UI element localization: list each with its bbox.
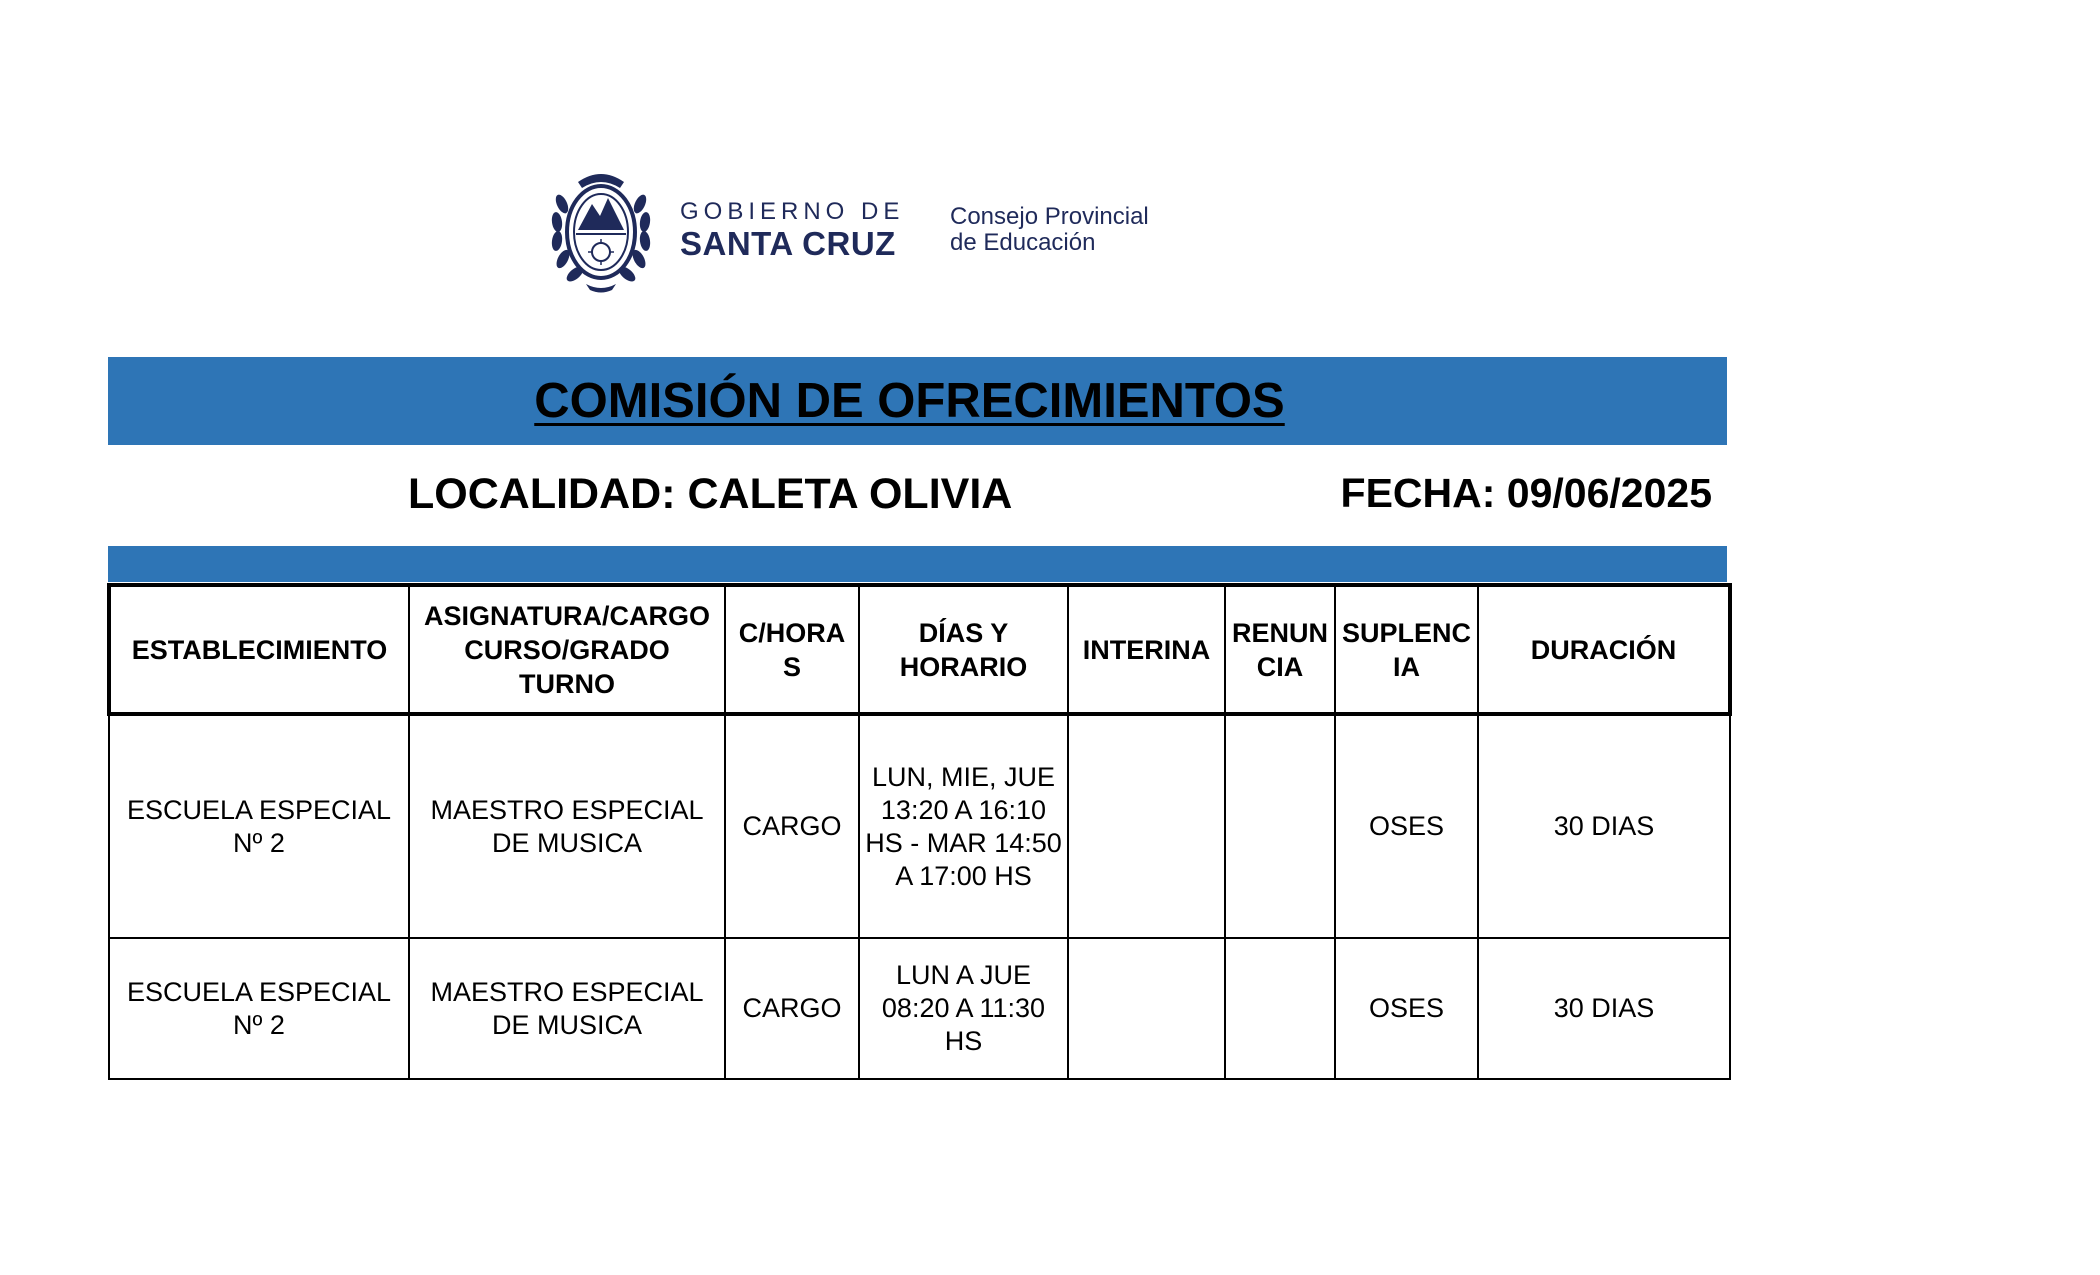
header-asignatura: ASIGNATURA/CARGO CURSO/GRADO TURNO (409, 585, 725, 714)
cell-establecimiento: ESCUELA ESPECIAL Nº 2 (109, 714, 409, 938)
council-line2: de Educación (950, 229, 1096, 256)
table-header-row (109, 585, 1730, 714)
cell-interina (1068, 714, 1225, 938)
cell-interina (1068, 938, 1225, 1079)
header-dias-horario: DÍAS Y HORARIO (859, 585, 1068, 714)
cell-duracion: 30 DIAS (1478, 714, 1730, 938)
header-duracion: DURACIÓN (1478, 585, 1730, 714)
council-line1: Consejo Provincial (950, 203, 1149, 230)
cell-suplencia: OSES (1335, 714, 1478, 938)
table-row (109, 938, 1730, 1079)
government-wordmark (680, 198, 904, 262)
locality-label: LOCALIDAD: CALETA OLIVIA (408, 470, 1013, 518)
table-row (109, 714, 1730, 938)
provincial-seal-icon (548, 164, 654, 294)
title-band (108, 357, 1727, 445)
council-wordmark (950, 204, 1149, 256)
cell-horas: CARGO (725, 714, 859, 938)
date-label: FECHA: 09/06/2025 (1340, 470, 1712, 516)
cell-dias-horario: LUN, MIE, JUE 13:20 A 16:10 HS - MAR 14:50 A 17:00 HS (859, 714, 1068, 938)
header-interina: INTERINA (1068, 585, 1225, 714)
government-line1: GOBIERNO DE (680, 198, 905, 225)
header-logo (548, 162, 1188, 298)
cell-renuncia (1225, 714, 1335, 938)
page-title: COMISIÓN DE OFRECIMIENTOS (534, 374, 1285, 428)
cell-asignatura: MAESTRO ESPECIAL DE MUSICA (409, 938, 725, 1079)
header-horas: C/HORA S (725, 585, 859, 714)
header-suplencia: SUPLENC IA (1335, 585, 1478, 714)
cell-asignatura: MAESTRO ESPECIAL DE MUSICA (409, 714, 725, 938)
cell-renuncia (1225, 938, 1335, 1079)
cell-suplencia: OSES (1335, 938, 1478, 1079)
cell-duracion: 30 DIAS (1478, 938, 1730, 1079)
cell-dias-horario: LUN A JUE 08:20 A 11:30 HS (859, 938, 1068, 1079)
header-renuncia: RENUN CIA (1225, 585, 1335, 714)
offers-table (107, 583, 1732, 1080)
cell-horas: CARGO (725, 938, 859, 1079)
government-line2: SANTA CRUZ (680, 225, 896, 262)
cell-establecimiento: ESCUELA ESPECIAL Nº 2 (109, 938, 409, 1079)
divider-band (108, 546, 1727, 582)
header-establecimiento: ESTABLECIMIENTO (109, 585, 409, 714)
